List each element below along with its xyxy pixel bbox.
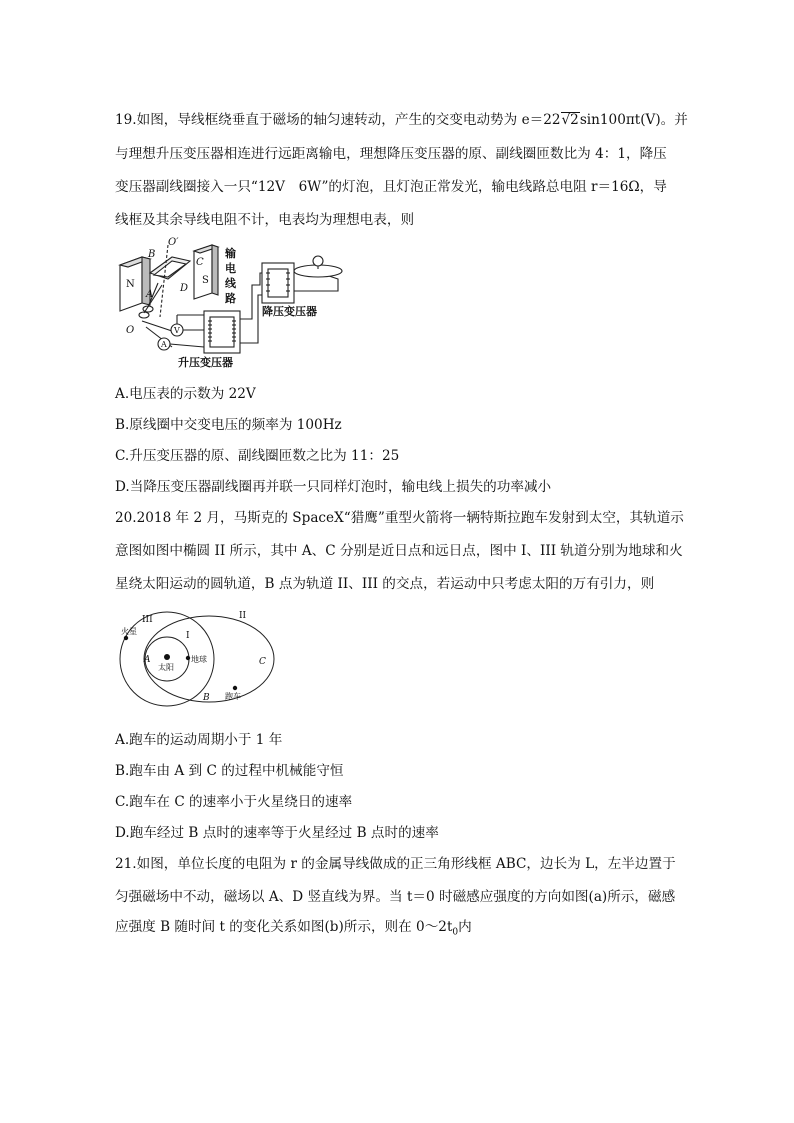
label-c: C xyxy=(196,257,204,268)
q20-orbit-figure xyxy=(112,604,282,710)
label-line-1: 输 xyxy=(225,247,236,260)
q21-line-3-text-a: 应强度 B 随时间 t 的变化关系如图(b)所示，则在 0～2t xyxy=(115,919,453,935)
label-line-2: 电 xyxy=(225,262,236,275)
q21-line-3 xyxy=(115,917,472,943)
q19-line-1 xyxy=(115,110,688,130)
label-mars: 火星 xyxy=(121,627,137,636)
orbit-ii xyxy=(144,616,274,702)
q19-option-a: A.电压表的示数为 22V xyxy=(115,386,256,402)
label-a: A xyxy=(146,289,154,300)
label-b: B xyxy=(148,249,156,260)
label-n: N xyxy=(126,279,135,290)
q20-option-d: D.跑车经过 B 点时的速率等于火星经过 B 点时的速率 xyxy=(115,825,439,841)
car-dot xyxy=(233,686,237,690)
q19-circuit-figure xyxy=(112,235,352,375)
sqrt-radicand: 2 xyxy=(570,112,579,128)
q20-option-a: A.跑车的运动周期小于 1 年 xyxy=(115,732,283,748)
label-voltmeter: V xyxy=(174,326,180,335)
q19-line-3: 变压器副线圈接入一只“12V 6W”的灯泡，且灯泡正常发光，输电线路总电阻 r＝16Ω，导 xyxy=(115,179,667,195)
q19-line-4: 线框及其余导线电阻不计，电表均为理想电表，则 xyxy=(115,212,415,228)
q21-subscript: 0 xyxy=(452,927,459,938)
label-sun: 太阳 xyxy=(158,663,174,672)
sqrt-symbol: √2 xyxy=(561,112,579,128)
lamp-bulb xyxy=(313,256,323,266)
label-o-top: O′ xyxy=(168,237,179,248)
q19-line-1-text-b: sin100πt(V)。并 xyxy=(579,112,688,128)
label-s: S xyxy=(202,275,209,286)
q19-option-b: B.原线圈中交变电压的频率为 100Hz xyxy=(115,417,342,433)
label-earth: 地球 xyxy=(191,655,207,664)
label-ii: II xyxy=(239,611,247,621)
label-step-up: 升压变压器 xyxy=(178,356,233,369)
q21-line-3-text-b: 内 xyxy=(458,919,472,935)
q20-option-c: C.跑车在 C 的速率小于火星绕日的速率 xyxy=(115,794,353,810)
label-c: C xyxy=(259,657,266,667)
q21-line-1: 21.如图，单位长度的电阻为 r 的金属导线做成的正三角形线框 ABC，边长为 L，左半边置于 xyxy=(115,856,676,872)
sun-dot xyxy=(164,654,170,660)
label-o-bottom: O xyxy=(126,325,135,336)
label-d: D xyxy=(180,283,189,294)
q19-line-2: 与理想升压变压器相连进行远距离输电，理想降压变压器的原、副线圈匝数比为 4：1，降压 xyxy=(115,146,667,162)
label-step-down: 降压变压器 xyxy=(262,305,317,318)
label-iii: III xyxy=(142,615,153,625)
label-car: 跑车 xyxy=(225,692,241,701)
q20-line-2: 意图如图中椭圆 II 所示，其中 A、C 分别是近日点和远日点，图中 I、III 轨道分别为地球和火 xyxy=(115,543,683,559)
mars-dot xyxy=(124,636,128,640)
label-ammeter: A xyxy=(161,340,167,349)
earth-dot xyxy=(186,656,190,660)
q20-line-3: 星绕太阳运动的圆轨道，B 点为轨道 II、III 的交点，若运动中只考虑太阳的万有引力，则 xyxy=(115,576,655,592)
label-a: A xyxy=(144,655,151,665)
label-b: B xyxy=(203,693,210,703)
label-i: I xyxy=(186,631,190,641)
magnet-s xyxy=(194,245,212,299)
q20-option-b: B.跑车由 A 到 C 的过程中机械能守恒 xyxy=(115,763,344,779)
q21-line-2: 匀强磁场中不动，磁场以 A、D 竖直线为界。当 t＝0 时磁感应强度的方向如图(a)所示，磁感 xyxy=(115,889,676,905)
label-line-3: 线 xyxy=(225,277,236,290)
q19-option-d: D.当降压变压器副线圈再并联一只同样灯泡时，输电线上损失的功率减小 xyxy=(115,479,552,495)
q19-option-c: C.升压变压器的原、副线圈匝数之比为 11：25 xyxy=(115,448,400,464)
q20-line-1: 20.2018 年 2 月，马斯克的 SpaceX“猎鹰”重型火箭将一辆特斯拉跑车发射到太空，其轨道示 xyxy=(115,510,684,526)
label-line-4: 路 xyxy=(225,292,236,305)
q19-line-1-text-a: 19.如图，导线框绕垂直于磁场的轴匀速转动，产生的交变电动势为 e＝22 xyxy=(115,112,561,128)
